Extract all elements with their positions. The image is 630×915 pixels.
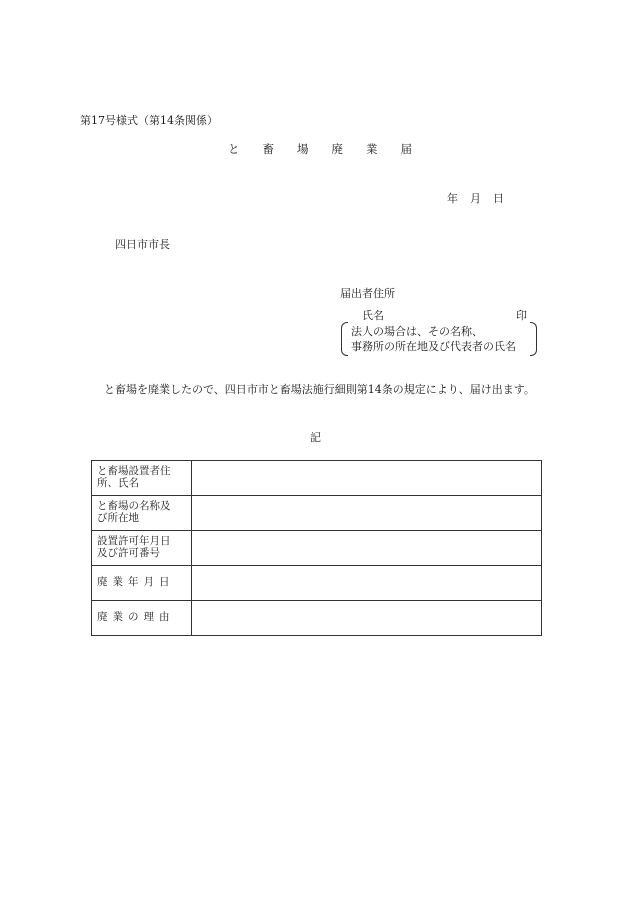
row-value-field[interactable]: [192, 531, 542, 566]
title-char: 業: [366, 142, 378, 156]
date-line: [447, 192, 516, 205]
left-bracket: [341, 322, 348, 356]
row-label-line2: 及び許可番号: [97, 547, 160, 559]
table-row: [92, 496, 542, 531]
date-month-label: 月: [470, 192, 481, 205]
addressee: 四日市市長: [115, 238, 170, 251]
row-label-line2: 所、氏名: [97, 477, 139, 489]
title-char: 場: [297, 142, 309, 156]
title-char: 廃: [331, 142, 343, 156]
row-label: [92, 461, 192, 496]
right-bracket: [530, 322, 537, 356]
document-title: [228, 143, 435, 157]
title-char: 畜: [262, 142, 274, 156]
title-char: と: [228, 142, 240, 156]
corporation-note-line2: 事務所の所在地及び代表者の氏名: [351, 340, 516, 353]
row-value-field[interactable]: [192, 496, 542, 531]
table-row: [92, 601, 542, 636]
table-row: [92, 531, 542, 566]
date-day-label: 日: [493, 192, 504, 205]
body-text: と畜場を廃業したので、四日市市と畜場法施行細則第14条の規定により、届け出ます。: [104, 383, 535, 396]
row-label-line1: と畜場の名称及: [97, 500, 171, 513]
row-value-field[interactable]: [192, 601, 542, 636]
title-char: 届: [400, 142, 412, 156]
row-label: [92, 566, 192, 601]
corporation-note: [341, 322, 537, 356]
row-label-line1: 廃業年月日: [97, 576, 175, 589]
corporation-note-line1: 法人の場合は、その名称、: [351, 325, 483, 338]
row-value-field[interactable]: [192, 461, 542, 496]
details-table: [91, 460, 542, 636]
row-label: [92, 601, 192, 636]
row-value-field[interactable]: [192, 566, 542, 601]
date-year-label: 年: [447, 192, 458, 205]
applicant-name-label: 氏名: [362, 309, 384, 322]
seal-mark: 印: [516, 309, 527, 322]
row-label: [92, 496, 192, 531]
ki-heading: 記: [310, 431, 321, 444]
table-row: [92, 566, 542, 601]
applicant-address-label: 届出者住所: [340, 287, 395, 300]
row-label-line1: 廃業の理由: [97, 611, 175, 624]
row-label-line2: び所在地: [97, 512, 139, 524]
row-label-line1: 設置許可年月日: [97, 535, 171, 548]
form-number: 第17号様式（第14条関係）: [80, 114, 218, 127]
row-label: [92, 531, 192, 566]
table-row: [92, 461, 542, 496]
row-label-line1: と畜場設置者住: [97, 465, 171, 478]
